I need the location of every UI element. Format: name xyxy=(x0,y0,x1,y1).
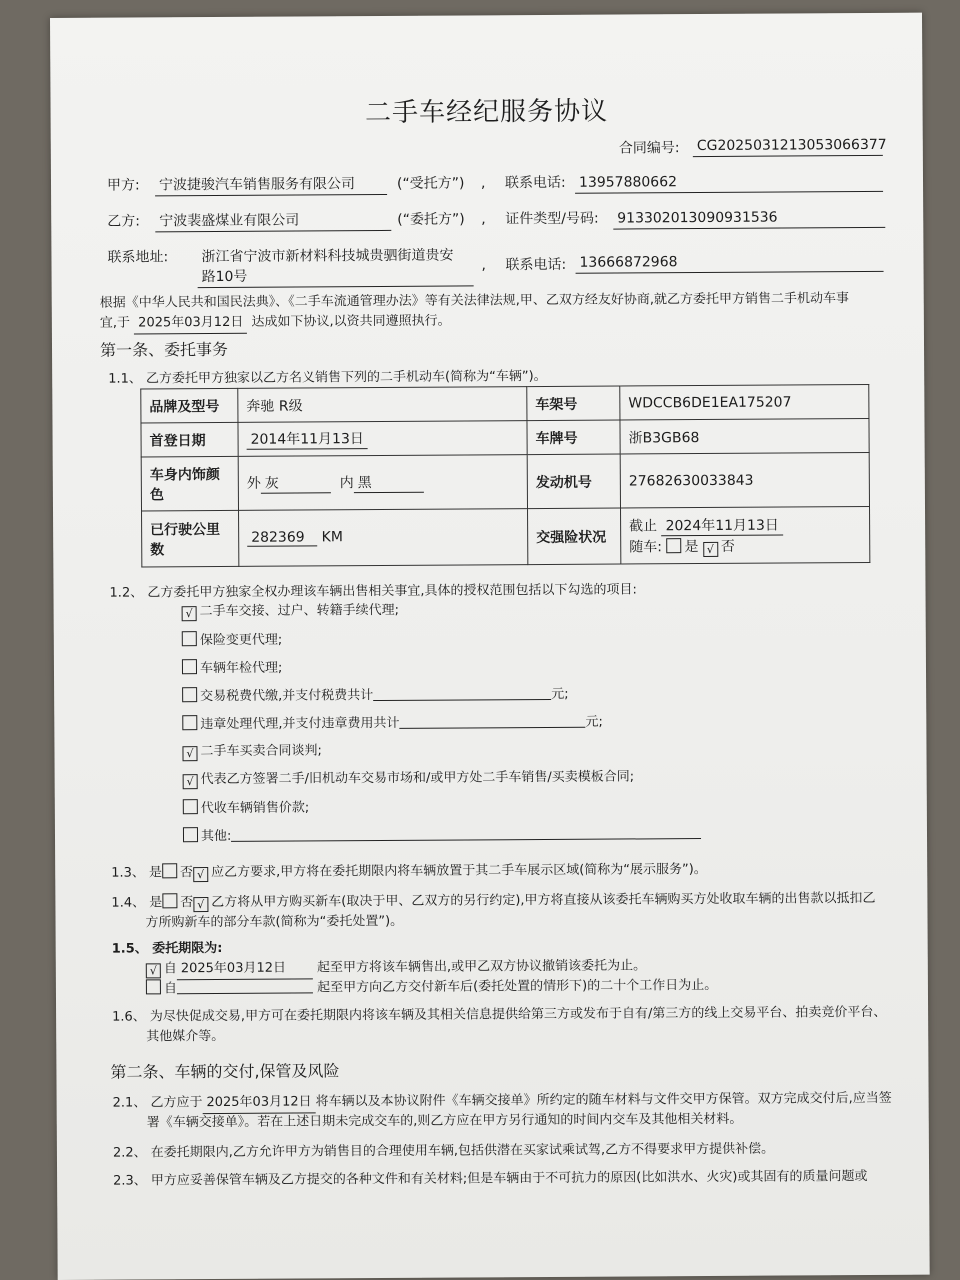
party-a-phone-label: 联系电话: xyxy=(504,174,566,192)
authorization-checkbox[interactable]: √ xyxy=(182,746,197,761)
handover-date: 2025年03月12日 xyxy=(202,1092,315,1114)
party-b-name: 宁波裴盛煤业有限公司 xyxy=(155,210,391,232)
term-b-checkbox[interactable] xyxy=(146,979,161,994)
color-label: 车身内饰颜色 xyxy=(141,456,238,511)
intro-date: 2025年03月12日 xyxy=(134,313,247,335)
address-line2: 路10号 xyxy=(198,265,474,288)
engine-label: 发动机号 xyxy=(527,454,620,509)
vin-label: 车架号 xyxy=(527,386,620,421)
vehicle-info-table xyxy=(140,384,870,567)
insurance-label: 交强险状况 xyxy=(528,508,621,565)
intro-line-2: 宜,于 2025年03月12日 达成如下协议,以资共同遵照执行。 xyxy=(100,312,451,335)
engine-value: 27682630033843 xyxy=(620,453,869,509)
section-2-title: 第二条、车辆的交付,保管及风险 xyxy=(110,1061,340,1082)
agreement-page xyxy=(50,13,930,1280)
authorization-checkbox[interactable] xyxy=(182,631,197,646)
party-b-id: 913302013090931536 xyxy=(613,207,885,230)
disposal-no-checkbox[interactable]: √ xyxy=(193,897,208,912)
authorization-checkbox[interactable]: √ xyxy=(183,774,198,789)
insurance-date: 2024年11月13日 xyxy=(661,514,782,536)
display-yes-checkbox[interactable] xyxy=(162,863,177,878)
term-a-checkbox[interactable]: √ xyxy=(146,963,161,978)
party-a-role: (“受托方”) xyxy=(396,175,465,192)
reg-date-value: 2014年11月13日 xyxy=(247,428,368,450)
party-a-name: 宁波捷骏汽车销售服务有限公司 xyxy=(155,174,387,196)
interior-color: 黑 xyxy=(354,472,424,493)
authorization-item: 交易税费代缴,并支付税费共计 元; xyxy=(182,685,569,706)
contract-no-value: CG2025031213053066377 xyxy=(693,135,883,157)
party-b-phone: 13666872968 xyxy=(575,251,883,274)
plate-value: 浙B3GB68 xyxy=(620,419,869,455)
intro-line-1: 根据《中华人民共和国民法典》、《二手车流通管理办法》等有关法律法规,甲、乙双方经友好协商,就乙方委托甲方销售二手机动车事 xyxy=(99,291,850,311)
authorization-item: 保险变更代理; xyxy=(182,631,283,651)
party-b-phone-label: 联系电话: xyxy=(505,256,567,274)
term-option-a: √ 自 2025年03月12日 起至甲方将该车辆售出,或甲乙双方协议撤销该委托为止。 xyxy=(146,956,646,980)
address-line1: 浙江省宁波市新材料科技城贵驷街道贵安 xyxy=(201,247,454,266)
clause-1-3: 1.3、 是 否 √ 应乙方要求,甲方将在委托期限内将车辆放置于其二手车展示区域(简称为“展示服务”)。 xyxy=(111,862,707,882)
authorization-item: √ 二手车买卖合同谈判; xyxy=(182,742,321,761)
contract-no-label: 合同编号: xyxy=(618,140,680,157)
clause-1-4: 1.4、 是 否 √ 乙方将从甲方购买新车(取决于甲、乙双方的另行约定),甲方将直接从该委托车辆购买方处收取车辆的出售款以抵扣乙 xyxy=(111,890,876,912)
brand-value: 奔驰 R级 xyxy=(238,387,527,423)
clause-2-2: 2.2、 在委托期限内,乙方允许甲方为销售目的合理使用车辆,包括供潜在买家试乘试驾,乙方不得要求甲方提供补偿。 xyxy=(112,1141,775,1161)
authorization-checkbox[interactable] xyxy=(182,715,197,730)
authorization-item: 违章处理代理,并支付违章费用共计 元; xyxy=(182,713,603,735)
authorization-checkbox[interactable]: √ xyxy=(182,606,197,621)
authorization-item: √ 二手车交接、过户、转籍手续代理; xyxy=(182,602,399,621)
clause-1-4-line-2: 方所购新车的部分车款(简称为“委托处置”)。 xyxy=(145,913,404,931)
clause-1-5-title: 1.5、 委托期限为: xyxy=(111,940,223,957)
color-cell: 外 灰 内 黑 xyxy=(238,455,527,511)
clause-2-3: 2.3、 甲方应妥善保管车辆及乙方提交的各种文件和有关材料;但是车辆由于不可抗力的原因(比如洪水、火灾)或其固有的质量问题或 xyxy=(113,1169,868,1189)
insurance-no-checkbox[interactable]: √ xyxy=(703,541,718,556)
insurance-cell: 截止 2024年11月13日 随车: 是 √ 否 xyxy=(621,507,870,565)
reg-date-cell xyxy=(238,421,527,457)
authorization-checkbox[interactable] xyxy=(183,799,198,814)
authorization-item: 其他: xyxy=(183,824,701,846)
party-a-phone: 13957880662 xyxy=(575,171,883,194)
address-sep: , xyxy=(481,257,487,274)
vin-value: WDCCB6DE1EA175207 xyxy=(620,385,869,421)
clause-1-6: 1.6、 为尽快促成交易,甲方可在委托期限内将该车辆及其相关信息提供给第三方或发布于自有/第三方的线上交易平台、拍卖竞价平台、 xyxy=(112,1004,887,1025)
clause-2-1: 2.1、 乙方应于 2025年03月12日 将车辆以及本协议附件《车辆交接单》所约定的随车材料与文件交甲方保管。双方完成交付后,应当签 xyxy=(113,1089,892,1115)
mileage-label: 已行驶公里数 xyxy=(142,510,239,567)
clause-2-1-line-2: 署《车辆交接单》。若在上述日期未完成交车的,则乙方应在甲方另行通知的时间内交车及其他相关材料。 xyxy=(146,1111,743,1131)
insurance-yes-checkbox[interactable] xyxy=(666,538,681,553)
party-b-sep: , xyxy=(481,211,486,228)
disposal-yes-checkbox[interactable] xyxy=(162,893,177,908)
authorization-checkbox[interactable] xyxy=(182,659,197,674)
term-option-b: 自 起至甲方向乙方交付新车后(委托处置的情形下)的二十个工作日为止。 xyxy=(146,976,717,999)
authorization-item: √ 代表乙方签署二手/旧机动车交易市场和/或甲方处二手车销售/买卖模板合同; xyxy=(183,768,635,789)
party-a-sep: , xyxy=(480,175,486,192)
brand-label: 品牌及型号 xyxy=(141,388,238,423)
authorization-item: 代收车辆销售价款; xyxy=(183,798,310,818)
plate-label: 车牌号 xyxy=(527,420,620,455)
party-b-label: 乙方: xyxy=(107,213,141,230)
exterior-color: 灰 xyxy=(261,472,331,493)
authorization-item: 车辆年检代理; xyxy=(182,659,283,679)
reg-date-label: 首登日期 xyxy=(141,422,238,457)
section-1-title: 第一条、委托事务 xyxy=(99,339,229,360)
term-a-date: 2025年03月12日 xyxy=(177,958,313,980)
clause-1-2: 1.2、 乙方委托甲方独家全权办理该车辆出售相关事宜,具体的授权范围包括以下勾选的项目: xyxy=(109,582,637,601)
mileage-value: 282369 xyxy=(247,529,317,546)
mileage-cell: 282369 KM xyxy=(239,509,528,567)
authorization-checkbox[interactable] xyxy=(183,827,198,842)
display-no-checkbox[interactable]: √ xyxy=(193,867,208,882)
address-label: 联系地址: xyxy=(107,249,169,266)
party-b-role: (“委托方”) xyxy=(397,211,465,228)
document-title: 二手车经纪服务协议 xyxy=(364,96,609,129)
authorization-checkbox[interactable] xyxy=(182,687,197,702)
clause-1-6-line-2: 其他媒介等。 xyxy=(146,1028,225,1045)
clause-1-1: 1.1、 乙方委托甲方独家以乙方名义销售下列的二手机动车(简称为“车辆”)。 xyxy=(108,368,547,387)
party-a-label: 甲方: xyxy=(106,177,140,194)
party-b-id-label: 证件类型/号码: xyxy=(505,210,599,228)
